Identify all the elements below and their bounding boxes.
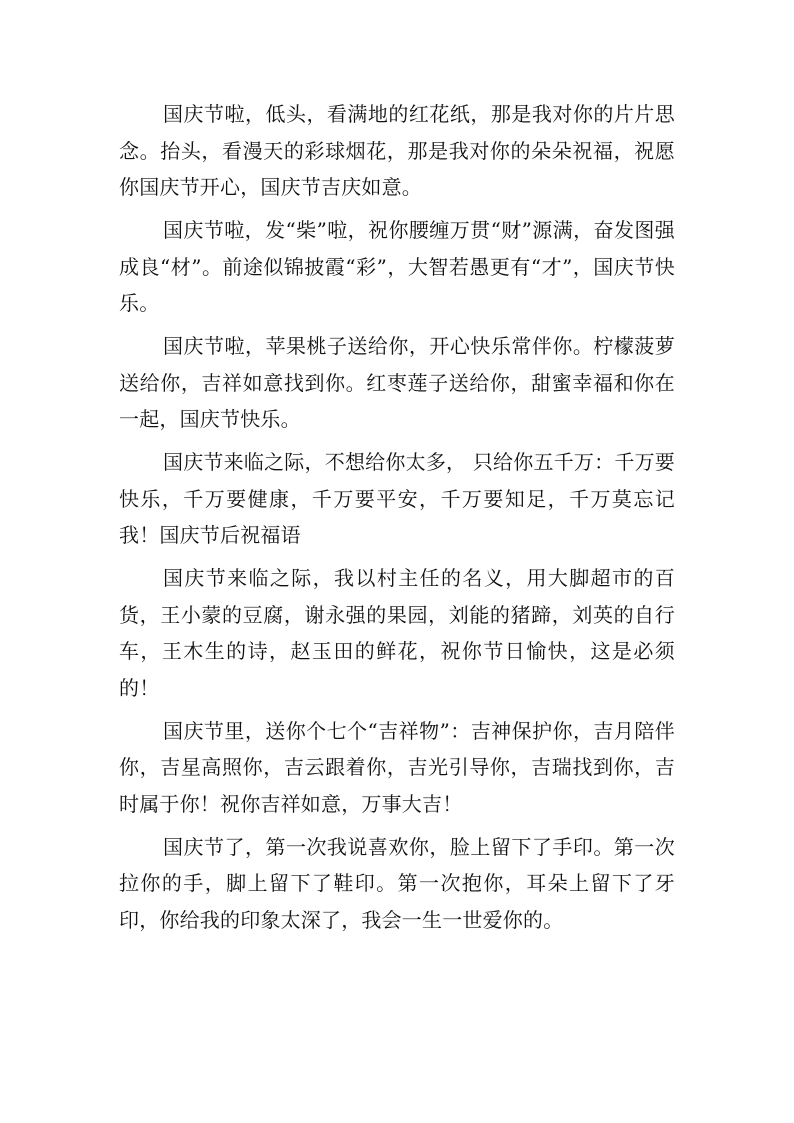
paragraph: 国庆节啦，苹果桃子送给你，开心快乐常伴你。柠檬菠萝送给你，吉祥如意找到你。红枣莲子送给你，甜蜜幸福和你在一起，国庆节快乐。 (119, 334, 675, 431)
paragraph: 国庆节啦，发“柴”啦，祝你腰缠万贯“财”源满，奋发图强成良“材”。前途似锦披霞“彩”，大智若愚更有“才”，国庆节快乐。 (119, 218, 675, 315)
paragraph: 国庆节来临之际，我以村主任的名义，用大脚超市的百货，王小蒙的豆腐，谢永强的果园，刘能的猪蹄，刘英的自行车，王木生的诗，赵玉田的鲜花，祝你节日愉快，这是必须的！ (119, 566, 675, 700)
paragraph: 国庆节啦，低头，看满地的红花纸，那是我对你的片片思念。抬头，看漫天的彩球烟花，那是我对你的朵朵祝福，祝愿你国庆节开心，国庆节吉庆如意。 (119, 102, 675, 199)
paragraph: 国庆节来临之际，不想给你太多， 只给你五千万：千万要快乐，千万要健康，千万要平安，千万要知足，千万莫忘记我！国庆节后祝福语 (119, 450, 675, 547)
paragraph: 国庆节了，第一次我说喜欢你，脸上留下了手印。第一次拉你的手，脚上留下了鞋印。第一次抱你，耳朵上留下了牙印，你给我的印象太深了，我会一生一世爱你的。 (119, 834, 675, 932)
document-body (119, 96, 675, 945)
paragraph: 国庆节里，送你个七个“吉祥物”：吉神保护你，吉月陪伴你，吉星高照你，吉云跟着你，吉光引导你，吉瑞找到你，吉时属于你！祝你吉祥如意，万事大吉！ (119, 718, 675, 816)
